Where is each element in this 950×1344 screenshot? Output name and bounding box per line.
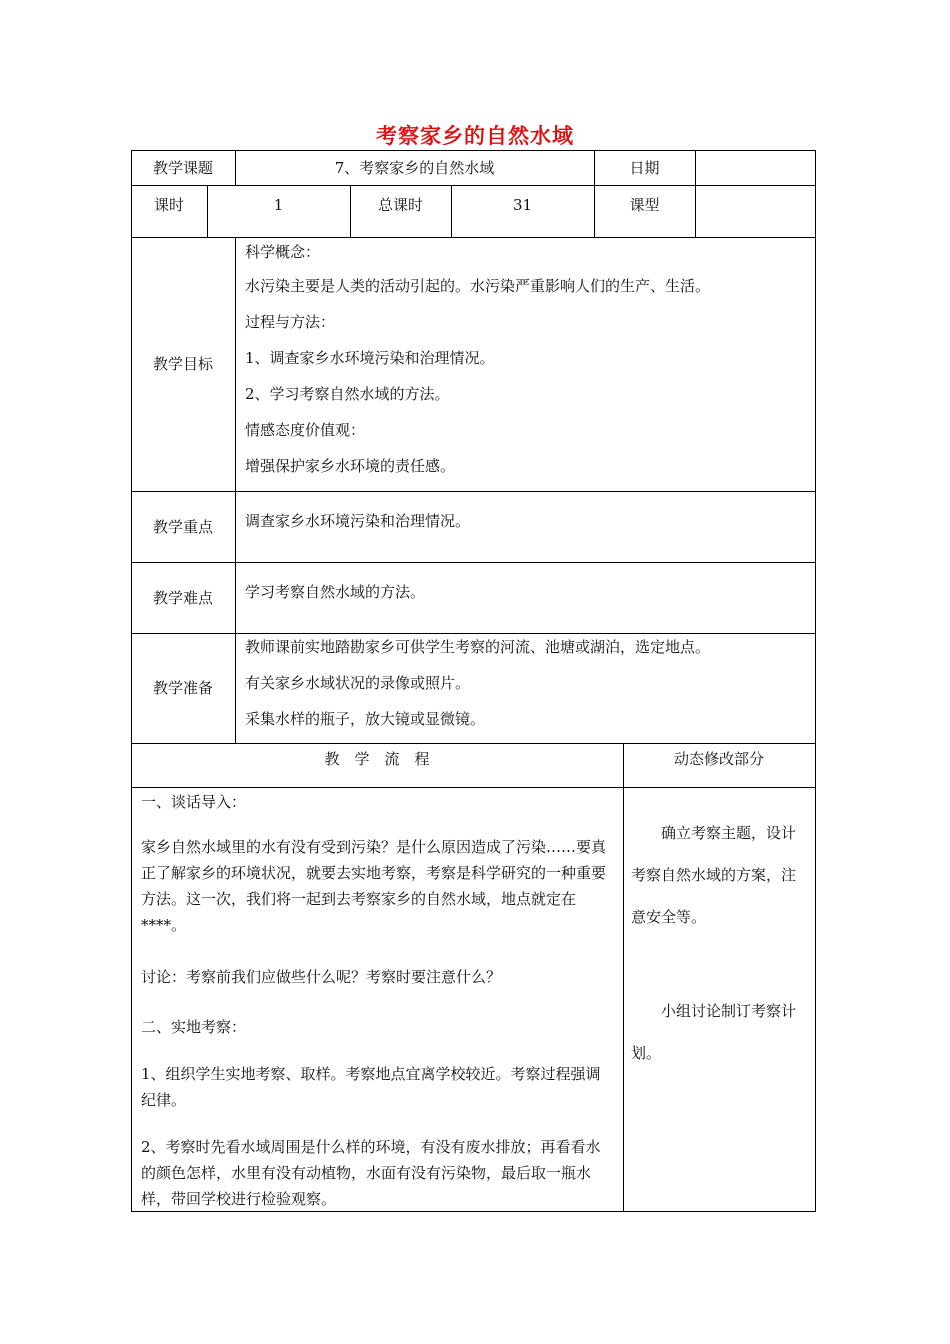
objective-line: 情感态度价值观： — [245, 421, 366, 439]
lesson-type-label: 课型 — [629, 196, 660, 214]
col-divider — [235, 237, 236, 743]
step-2-text: 2、考察时先看水域周围是什么样的环境，有没有废水排放；再看看水的颜色怎样，水里有没有动植物，水面有没有污染物，最后取一瓶水样，带回学校进行检验观察。 — [141, 1138, 601, 1208]
difficulties-text: 学习考察自然水域的方法。 — [245, 583, 426, 601]
intro-text: 家乡自然水域里的水有没有受到污染？是什么原因造成了污染……要真正了解家乡的环境状况，就要去实地考察，考察是科学研究的一种重要方法。这一次，我们将一起到去考察家乡的自然水域，地点就定在****。 — [141, 838, 607, 934]
objectives-label: 教学目标 — [152, 355, 213, 373]
preparation-line: 教师课前实地踏勘家乡可供学生考察的河流、池塘或湖泊，选定地点。 — [245, 638, 711, 656]
objective-line: 1、调查家乡水环境污染和治理情况。 — [245, 349, 495, 367]
dynamic-header: 动态修改部分 — [673, 750, 764, 768]
topic-label: 教学课题 — [152, 158, 213, 177]
difficulties-label: 教学难点 — [152, 588, 213, 607]
preparation-line: 采集水样的瓶子，放大镜或显微镜。 — [245, 710, 486, 728]
objective-line: 过程与方法： — [245, 313, 336, 331]
dynamic-note-2: 小组讨论制订考察计划。 — [631, 1002, 797, 1062]
date-value — [695, 150, 815, 185]
col-divider — [815, 150, 816, 1212]
total-lessons-label: 总课时 — [377, 196, 423, 214]
preparation-label: 教学准备 — [152, 679, 213, 697]
col-divider — [623, 743, 624, 1212]
objective-line: 科学概念： — [245, 243, 321, 261]
objective-line: 2、学习考察自然水域的方法。 — [245, 385, 450, 403]
objective-line: 水污染主要是人类的活动引起的。水污染严重影响人们的生产、生活。 — [245, 277, 711, 295]
intro-heading: 一、谈话导入： — [141, 793, 247, 811]
field-heading: 二、实地考察： — [141, 1018, 247, 1036]
discussion-text: 讨论：考察前我们应做些什么呢？考察时要注意什么？ — [141, 968, 502, 986]
key-points-text: 调查家乡水环境污染和治理情况。 — [245, 512, 471, 530]
document-title: 考察家乡的自然水域 — [376, 124, 574, 148]
lesson-value: 1 — [273, 196, 284, 214]
dynamic-note-1: 确立考察主题，设计考察自然水域的方案，注意安全等。 — [631, 824, 797, 926]
topic-value: 7、考察家乡的自然水域 — [334, 158, 495, 177]
objective-line: 增强保护家乡水环境的责任感。 — [245, 457, 456, 475]
lesson-label: 课时 — [153, 196, 184, 214]
row-divider — [131, 787, 816, 788]
key-points-label: 教学重点 — [152, 517, 213, 536]
date-label: 日期 — [629, 158, 660, 177]
process-header: 教 学 流 程 — [324, 750, 430, 768]
preparation-line: 有关家乡水域状况的录像或照片。 — [245, 674, 471, 692]
lesson-plan-table — [131, 150, 816, 1212]
total-lessons-value: 31 — [512, 196, 533, 214]
step-1-text: 1、组织学生实地考察、取样。考察地点宜离学校较近。考察过程强调纪律。 — [141, 1065, 601, 1109]
lesson-type-value — [695, 185, 815, 225]
